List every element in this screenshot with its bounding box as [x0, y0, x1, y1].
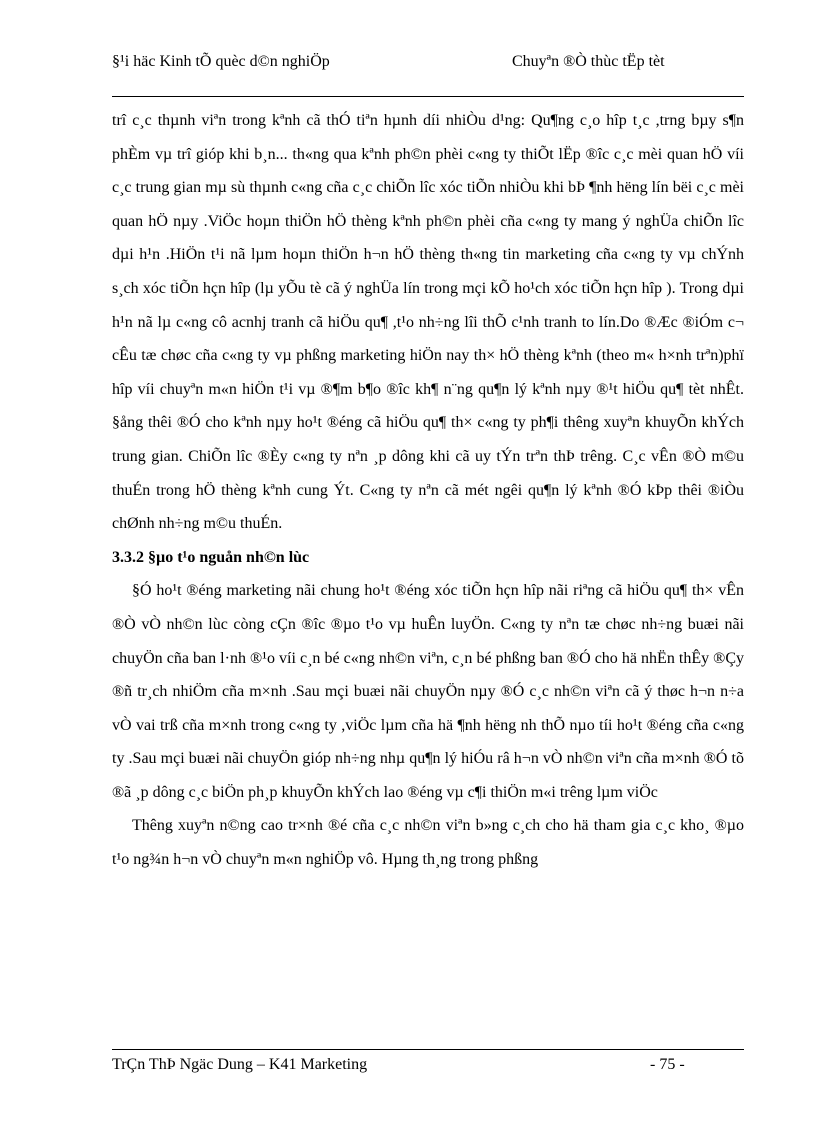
footer-divider — [112, 1049, 744, 1050]
paragraph-1: trî c¸c thµnh viªn trong kªnh cã thÓ tiªn hµnh díi nhiÒu d¹ng: Qu¶ng c¸o hîp t¸c ,trng bµy s¶n phÈm vµ trî gióp khi b¸n... th«ng qua kªnh ph©n phèi c«ng ty thiÕt lËp ®îc c¸c mèi quan hÖ víi c¸c trung gian mµ sù thµnh c«ng cña c¸c chiÕn lîc xóc tiÕn nhiÒu khi bÞ ¶nh hëng lín bëi c¸c mèi quan hÖ nµy .ViÖc hoµn thiÖn hÖ thèng kªnh ph©n phèi cña c«ng ty mang ý nghÜa chiÕn lîc dµi h¹n .HiÖn t¹i nã lµm hoµn thiÖn h¬n hÖ thèng th«ng tin marketing cña c«ng ty vµ chÝnh s¸ch xóc tiÕn hçn hîp (lµ yÕu tè cã ý nghÜa lín trong mçi kÕ ho¹ch xóc tiÕn hçn hîp ). Trong dµi h¹n nã lµ c«ng cô acnhj tranh cã hiÖu qu¶ ,t¹o nh÷ng lîi thÕ c¹nh tranh to lín.Do ®Æc ®iÓm c¬ cÊu tæ chøc cña c«ng ty vµ phßng marketing hiÖn nay th× hÖ thèng kªnh (theo m« h×nh trªn)phï hîp víi chuyªn m«n hiÖn t¹i vµ ®¶m b¶o ®îc kh¶ n¨ng qu¶n lý kªnh nµy ®¹t hiÖu qu¶ tèt nhÊt. §ång thêi ®Ó cho kªnh nµy ho¹t ®éng cã hiÖu qu¶ th× c«ng ty ph¶i thêng xuyªn khuyÕn khÝch trung gian. ChiÕn lîc ®Èy c«ng ty nªn ¸p dông khi cã uy tÝn trªn thÞ trêng. C¸c vÊn ®Ò m©u thuÉn trong hÖ thèng kªnh cung Ýt. C«ng ty nªn cã mét ngêi qu¶n lý kªnh ®Ó kÞp thêi ®iÒu chØnh nh÷ng m©u thuÉn. — [112, 112, 744, 533]
footer-author: TrÇn ThÞ Ngäc Dung – K41 Marketing — [112, 1056, 368, 1073]
header-divider — [112, 96, 744, 97]
page-body — [112, 104, 744, 877]
paragraph-2: §Ó ho¹t ®éng marketing nãi chung ho¹t ®éng xóc tiÕn hçn hîp nãi riªng cã hiÖu qu¶ th× vÊn ®Ò vÒ nh©n lùc còng cÇn ®îc ®µo t¹o vµ huÊn luyÖn. C«ng ty nªn tæ chøc nh÷ng buæi nãi chuyÖn cña ban l·nh ®¹o víi c¸n bé c«ng nh©n viªn, c¸n bé phßng ban ®Ó cho hä nhËn thÊy ®Çy ®ñ tr¸ch nhiÖm cña m×nh .Sau mçi buæi nãi chuyÖn nµy ®Ó c¸c nh©n viªn cã ý thøc h¬n n÷a vÒ vai trß cña m×nh trong c«ng ty ,viÖc lµm cña hä ¶nh hëng nh thÕ nµo tíi ho¹t ®éng cña c«ng ty .Sau mçi buæi nãi chuyÖn gióp nh÷ng nhµ qu¶n lý hiÓu râ h¬n vÒ nh©n viªn cña m×nh ®Ó tõ ®ã ¸p dông c¸c biÖn ph¸p khuyÕn khÝch lao ®éng vµ c¶i thiÖn m«i trêng lµm viÖc — [112, 582, 744, 801]
header-right-text: Chuyªn ®Ò thùc tËp tèt — [512, 53, 665, 70]
header-left-text: §¹i häc Kinh tÕ quèc d©n nghiÖp — [112, 53, 330, 70]
paragraph-3: Thêng xuyªn n©ng cao tr×nh ®é cña c¸c nh©n viªn b»ng c¸ch cho hä tham gia c¸c kho¸ ®µo t¹o ng¾n h¬n vÒ chuyªn m«n nghiÖp vô. Hµng th¸ng trong phßng — [112, 817, 744, 869]
page-number: - 75 - — [650, 1056, 685, 1073]
section-heading: 3.3.2 §µo t¹o nguån nh©n lùc — [112, 548, 310, 566]
